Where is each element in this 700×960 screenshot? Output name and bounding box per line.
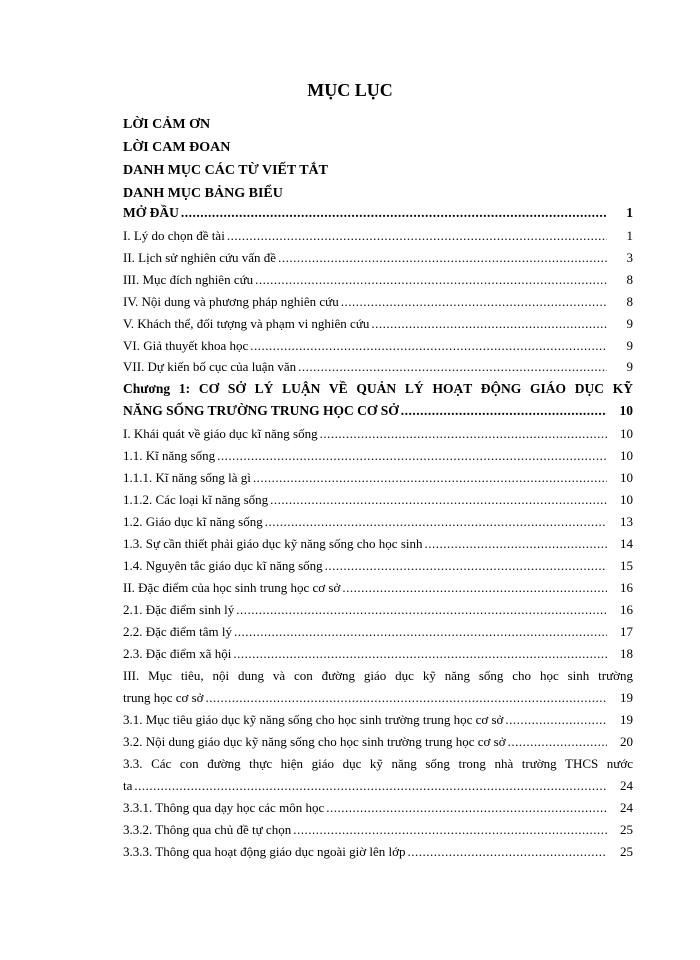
toc-entry-page: 17 [620, 624, 633, 639]
toc-entry-label: trung học cơ sở [123, 690, 204, 705]
toc-entry-label: 2.2. Đặc điểm tâm lý [123, 624, 233, 639]
toc-entry[interactable] [123, 294, 633, 310]
toc-section-3-3-heading[interactable]: 3.3. Các con đường thực hiện giáo dục kỹ năng sống trong nhà trường THCS nước [123, 756, 633, 771]
leader-dots [408, 844, 608, 860]
leader-dots [227, 228, 607, 244]
leader-dots [293, 822, 607, 838]
toc-entry-page: 1 [626, 205, 633, 220]
toc-entry-page: 16 [620, 580, 633, 595]
leader-dots [250, 338, 607, 354]
toc-entry-page: 10 [620, 492, 633, 507]
leader-dots [342, 580, 607, 596]
front-matter-loi-cam-doan: LỜI CAM ĐOAN [123, 140, 231, 155]
toc-entry-page: 14 [620, 536, 633, 551]
toc-entry-label: MỞ ĐẦU [123, 205, 179, 220]
front-matter-abbreviations: DANH MỤC CÁC TỪ VIẾT TẮT [123, 163, 328, 178]
toc-entry[interactable] [123, 338, 633, 354]
leader-dots [253, 470, 607, 486]
toc-entry-page: 8 [626, 294, 633, 309]
leader-dots [234, 624, 607, 640]
toc-entry-label: 1.4. Nguyên tắc giáo dục kĩ năng sống [123, 558, 323, 573]
leader-dots [298, 359, 607, 375]
leader-dots [217, 448, 607, 464]
toc-entry[interactable] [123, 624, 633, 640]
toc-entry-label: 1.1.2. Các loại kĩ năng sống [123, 492, 269, 507]
toc-entry[interactable] [123, 712, 633, 728]
toc-entry-label: 1.1.1. Kĩ năng sống là gì [123, 470, 251, 485]
leader-dots [320, 426, 607, 442]
toc-entry-mo-dau[interactable] [123, 205, 633, 221]
toc-entry-chapter-1[interactable] [123, 403, 633, 419]
leader-dots [401, 403, 607, 419]
toc-entry[interactable] [123, 250, 633, 266]
leader-dots [278, 250, 607, 266]
page-title: MỤC LỤC [307, 80, 393, 100]
toc-entry-label: 3.3.2. Thông qua chủ đề tự chọn [123, 822, 292, 837]
toc-entry[interactable] [123, 580, 633, 596]
toc-entry-page: 13 [620, 514, 633, 529]
toc-entry[interactable] [123, 602, 633, 618]
leader-dots [236, 602, 607, 618]
leader-dots [265, 514, 607, 530]
toc-entry-page: 18 [620, 646, 633, 661]
leader-dots [233, 646, 607, 662]
front-matter-loi-cam-on: LỜI CẢM ƠN [123, 117, 211, 132]
toc-entry[interactable] [123, 734, 633, 750]
toc-entry[interactable] [123, 316, 633, 332]
toc-entry-page: 1 [626, 228, 633, 243]
toc-entry-label: I. Lý do chọn đề tài [123, 228, 225, 243]
toc-entry-page: 10 [620, 448, 633, 463]
leader-dots [325, 558, 607, 574]
toc-entry-label: VII. Dự kiến bố cục của luận văn [123, 359, 297, 374]
toc-entry[interactable] [123, 822, 633, 838]
toc-entry[interactable] [123, 492, 633, 508]
toc-entry-page: 25 [620, 844, 633, 859]
toc-entry-label: 1.1. Kĩ năng sống [123, 448, 216, 463]
toc-entry-page: 10 [620, 470, 633, 485]
toc-entry-page: 19 [620, 712, 633, 727]
toc-entry-label: ta [123, 778, 133, 793]
leader-dots [505, 712, 607, 728]
toc-entry-label: II. Lịch sử nghiên cứu vấn đề [123, 250, 277, 265]
toc-entry-label: 1.3. Sự cần thiết phải giáo dục kỹ năng sống cho học sinh [123, 536, 423, 551]
leader-dots [255, 272, 607, 288]
leader-dots [270, 492, 607, 508]
toc-entry-page: 24 [620, 778, 633, 793]
toc-section-3-heading[interactable]: III. Mục tiêu, nội dung và con đường giáo dục kỹ năng sống cho học sinh trường [123, 668, 633, 683]
toc-entry-label: 2.1. Đặc điểm sinh lý [123, 602, 235, 617]
toc-entry-page: 20 [620, 734, 633, 749]
toc-entry-label: 2.3. Đặc điểm xã hội [123, 646, 232, 661]
toc-entry-label: NĂNG SỐNG TRƯỜNG TRUNG HỌC CƠ SỞ [123, 403, 399, 418]
toc-entry-page: 10 [619, 403, 633, 418]
toc-entry[interactable] [123, 448, 633, 464]
leader-dots [206, 690, 607, 706]
toc-entry[interactable] [123, 228, 633, 244]
leader-dots [326, 800, 607, 816]
toc-entry-label: I. Khái quát về giáo dục kĩ năng sống [123, 426, 318, 441]
toc-entry-label: VI. Giả thuyết khoa học [123, 338, 249, 353]
toc-entry-label: 3.2. Nội dung giáo dục kỹ năng sống cho học sinh trường trung học cơ sở [123, 734, 506, 749]
toc-entry-page: 15 [620, 558, 633, 573]
toc-entry-label: IV. Nội dung và phương pháp nghiên cứu [123, 294, 339, 309]
toc-entry-page: 19 [620, 690, 633, 705]
toc-entry-label: V. Khách thể, đối tượng và phạm vi nghiên cứu [123, 316, 370, 331]
toc-entry-label: 3.3.1. Thông qua dạy học các môn học [123, 800, 325, 815]
toc-entry[interactable] [123, 470, 633, 486]
toc-entry-section-3-3[interactable] [123, 778, 633, 794]
leader-dots [508, 734, 607, 750]
toc-entry-label: 1.2. Giáo dục kĩ năng sống [123, 514, 263, 529]
toc-entry[interactable] [123, 536, 633, 552]
toc-entry-page: 9 [626, 338, 633, 353]
leader-dots [134, 778, 607, 794]
toc-entry[interactable] [123, 646, 633, 662]
leader-dots [371, 316, 607, 332]
toc-entry-label: 3.1. Mục tiêu giáo dục kỹ năng sống cho học sinh trường trung học cơ sở [123, 712, 504, 727]
toc-entry-label: III. Mục đích nghiên cứu [123, 272, 254, 287]
toc-entry[interactable] [123, 844, 633, 860]
toc-entry-label: II. Đặc điểm của học sinh trung học cơ sở [123, 580, 341, 595]
toc-entry-page: 9 [626, 316, 633, 331]
toc-entry[interactable] [123, 272, 633, 288]
toc-entry[interactable] [123, 558, 633, 574]
toc-entry-label: 3.3.3. Thông qua hoạt động giáo dục ngoài giờ lên lớp [123, 844, 406, 859]
toc-entry[interactable] [123, 359, 633, 375]
toc-entry-section-3[interactable] [123, 690, 633, 706]
toc-entry-page: 9 [626, 359, 633, 374]
toc-entry[interactable] [123, 426, 633, 442]
leader-dots [425, 536, 608, 552]
front-matter-tables: DANH MỤC BẢNG BIỂU [123, 186, 283, 201]
toc-entry-page: 24 [620, 800, 633, 815]
toc-entry[interactable] [123, 800, 633, 816]
toc-entry-page: 8 [626, 272, 633, 287]
toc-entry-page: 16 [620, 602, 633, 617]
toc-entry-page: 25 [620, 822, 633, 837]
leader-dots [181, 205, 607, 221]
toc-entry-page: 10 [620, 426, 633, 441]
toc-entry[interactable] [123, 514, 633, 530]
leader-dots [341, 294, 607, 310]
toc-entry-page: 3 [626, 250, 633, 265]
toc-chapter-1-heading[interactable]: Chương 1: CƠ SỞ LÝ LUẬN VỀ QUẢN LÝ HOẠT ĐỘNG GIÁO DỤC KỸ [123, 381, 633, 396]
